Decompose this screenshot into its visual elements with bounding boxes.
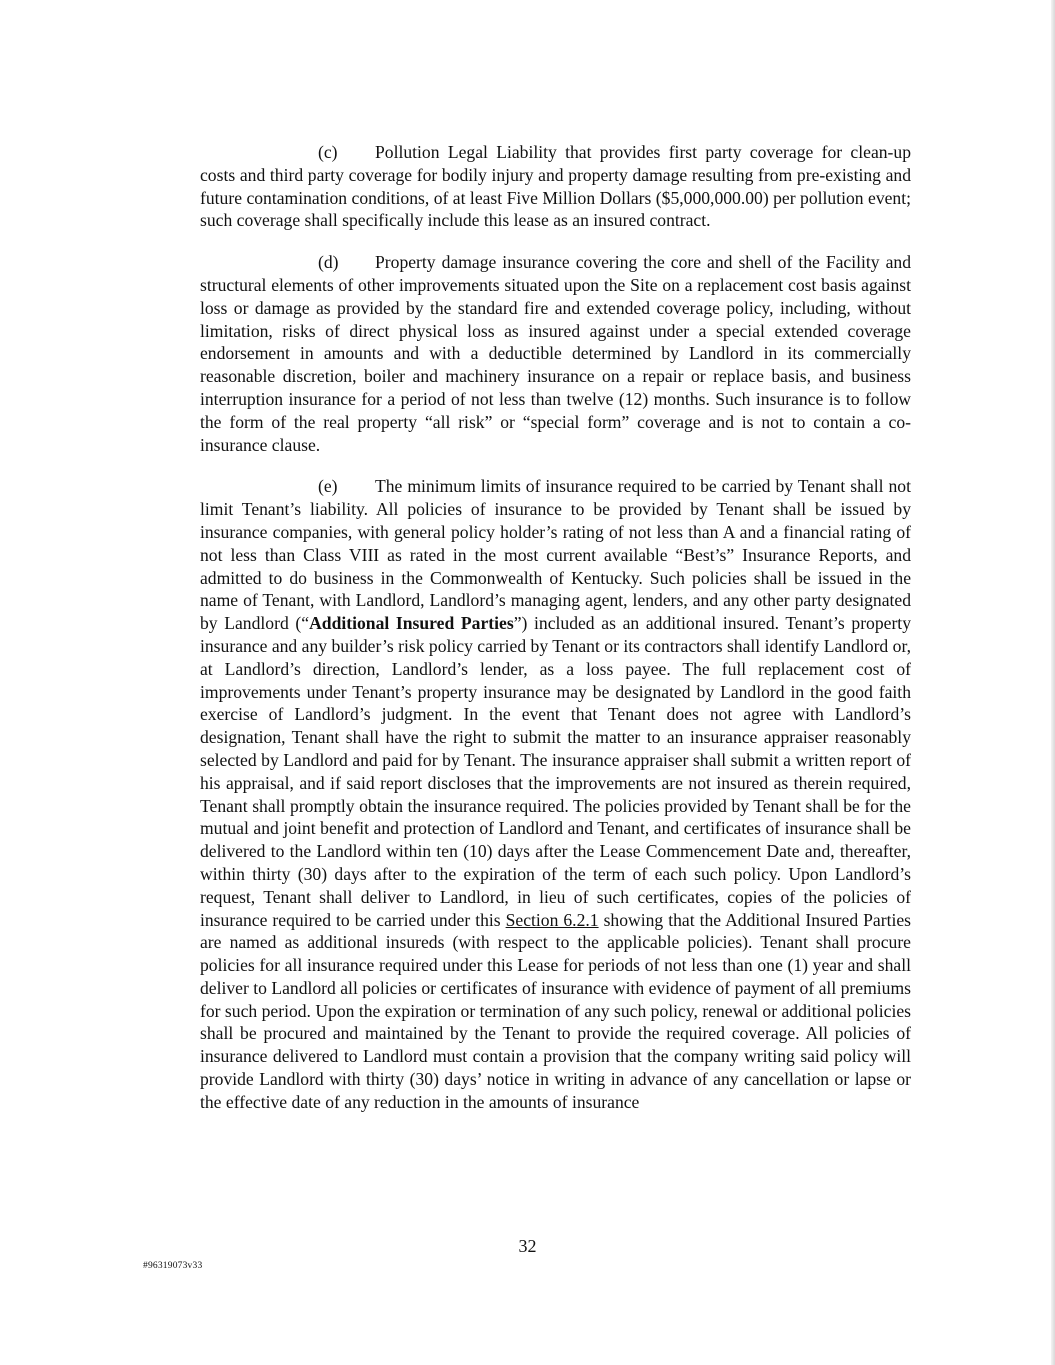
defined-term-additional-insured-parties: Additional Insured Parties [309,613,514,634]
section-reference-link: Section 6.2.1 [505,909,599,930]
paragraph-d-text: Property damage insurance covering the core and shell of the Facility and structural elements of other improvements situated upon the Site on a replacement cost basis against loss or damage as provided by the standard fire and extended coverage policy, including, without limitation, risks of direct physical loss as insured against under a special extended coverage endorsement in amounts and with a deductible determined by Landlord in its commercially reasonable discretion, boiler and machinery insurance on a repair or replace basis, and business interruption insurance for a period of not less than twelve (12) months. Such insurance is to follow the form of the real property “all risk” or “special form” coverage and is not to contain a co-insurance clause. [200,252,911,455]
paragraph-e-text-part-3: showing that the Additional Insured Parties are named as additional insureds (with respect to the applicable policies). Tenant shall procure policies for all insurance required under this Lease for periods of not less than one (1) year and shall deliver to Landlord all policies or certificates of insurance with evidence of payment of all premiums for such period. Upon the expiration or termination of any such policy, renewal or additional policies shall be procured and maintained by the Tenant to provide the required coverage. All policies of insurance delivered to Landlord must contain a provision that the company writing said policy will provide Landlord with thirty (30) days’ notice in writing in advance of any cancellation or lapse or the effective date of any reduction in the amounts of insurance [200,909,912,1112]
paragraph-c-marker: (c) [318,142,338,162]
document-body [200,141,911,1133]
document-id: #96319073v33 [143,1261,203,1271]
paragraph-c [200,141,911,232]
paragraph-e-marker: (e) [318,476,338,497]
page-number: 32 [518,1236,537,1256]
paragraph-d-marker: (d) [318,252,339,273]
paragraph-e-text-part-1: The minimum limits of insurance required to be carried by Tenant shall not limit Tenant’s liability. All policies of insurance to be provided by Tenant shall be issued by insurance companies, with general policy holder’s rating of not less than A and a financial rating of not less than Class VIII as rated in the most current available “Best’s” Insurance Reports, and admitted to do business in the Commonwealth of Kentucky. Such policies shall be issued in the name of Tenant, with Landlord, Landlord’s managing agent, lenders, and any other party designated by Landlord (“ [200,476,911,634]
paragraph-e-text-part-2: ”) included as an additional insured. Tenant’s property insurance and any builder’s risk policy carried by Tenant or its contractors shall identify Landlord or, at Landlord’s direction, Landlord’s lender, as a loss payee. The full replacement cost of improvements under Tenant’s property insurance may be designated by Landlord in the good faith exercise of Landlord’s judgment. In the event that Tenant does not agree with Landlord’s designation, Tenant shall have the right to submit the matter to an insurance appraiser reasonably selected by Landlord and paid for by Tenant. The insurance appraiser shall submit a written report of his appraisal, and if said report discloses that the improvements are not insured as therein required, Tenant shall promptly obtain the insurance required. The policies provided by Tenant shall be for the mutual and joint benefit and protection of Landlord and Tenant, and certificates of insurance shall be delivered to the Landlord within ten (10) days after the Lease Commencement Date and, thereafter, within thirty (30) days after to the expiration of the term of each such policy. Upon Landlord’s request, Tenant shall deliver to Landlord, in lieu of such certificates, copies of the policies of insurance required to be carried under this [200,613,911,930]
scanned-page-edge [1051,0,1055,1365]
paragraph-e [200,475,911,1113]
paragraph-c-text: Pollution Legal Liability that provides first party coverage for clean-up costs and third party coverage for bodily injury and property damage resulting from pre-existing and future contamination conditions, of at least Five Million Dollars ($5,000,000.00) per pollution event; such coverage shall specifically include this lease as an insured contract. [200,142,911,231]
paragraph-d [200,251,911,456]
